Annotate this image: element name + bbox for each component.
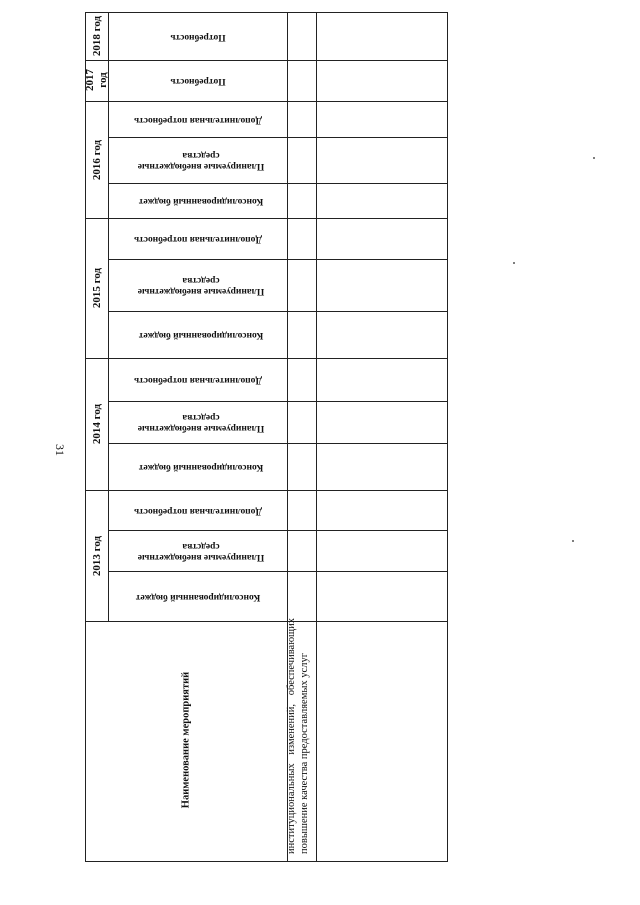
- year-2016: 2016 год: [90, 139, 103, 181]
- scan-speck: [593, 157, 595, 159]
- col-2016-offbudget: Планируемые внебюджетные средства: [137, 150, 265, 172]
- col-2013-offbudget: Планируемые внебюджетные средства: [137, 541, 265, 562]
- measures-header: Наименование мероприятий: [180, 671, 192, 809]
- budget-table: [85, 12, 448, 862]
- col-2014-consolidated: Консолидированный бюджет: [138, 462, 264, 473]
- col-2014-offbudget: Планируемые внебюджетные средства: [137, 412, 265, 434]
- year-2013: 2013 год: [90, 535, 103, 577]
- col-2018-need: Потребность: [170, 32, 226, 43]
- col-2015-additional: Дополнительная потребность: [134, 234, 262, 245]
- year-2018: 2018 год: [90, 15, 103, 57]
- col-2015-consolidated: Консолидированный бюджет: [138, 330, 264, 341]
- year-2017: 2017 год: [84, 69, 109, 91]
- scan-speck: [572, 540, 574, 542]
- col-2015-offbudget: Планируемые внебюджетные средства: [137, 275, 265, 297]
- year-2015: 2015 год: [90, 267, 103, 309]
- col-2013-consolidated: Консолидированный бюджет: [135, 591, 261, 602]
- col-2017-need: Потребность: [170, 76, 226, 87]
- col-2016-consolidated: Консолидированный бюджет: [138, 196, 264, 207]
- measure-row-text: институциональных изменений, обеспечивающих повышение качества предоставляемых услуг: [286, 618, 310, 854]
- year-2014: 2014 год: [90, 403, 103, 445]
- col-2013-additional: Дополнительная потребность: [134, 505, 262, 516]
- col-2014-additional: Дополнительная потребность: [134, 375, 262, 386]
- page-number: 31: [53, 444, 67, 456]
- scan-speck: [513, 262, 515, 264]
- col-2016-additional: Дополнительная потребность: [134, 114, 262, 125]
